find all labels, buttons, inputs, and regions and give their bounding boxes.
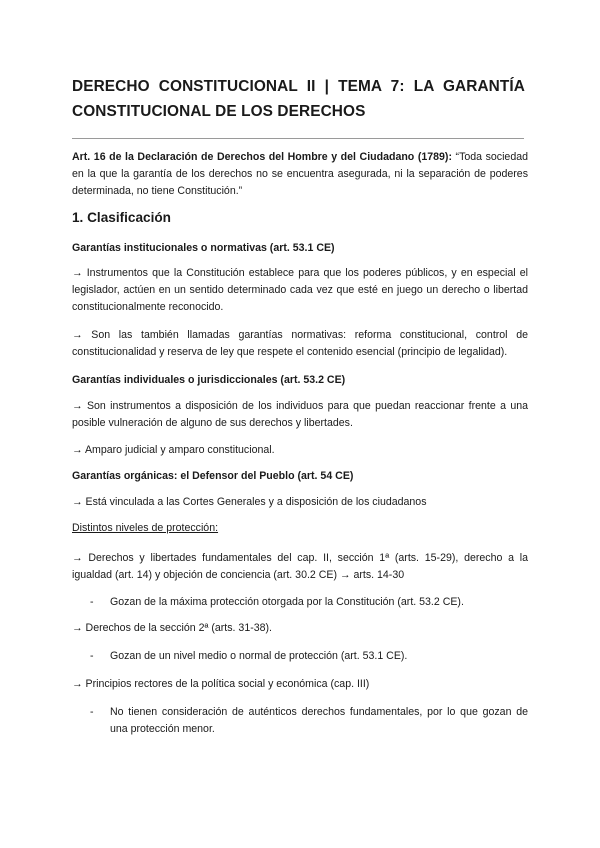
individuales-paragraph-2: → Amparo judicial y amparo constitucional. xyxy=(72,444,275,456)
institucionales-paragraph-1: → Instrumentos que la Constitución establece para que los poderes públicos, y en especial el legislador, actúen en un sentido determinado cada vez que esté en juego un derecho o libertad constitucionalmente reconocido. xyxy=(72,267,528,313)
list-item xyxy=(90,648,528,665)
heading-organicas: Garantías orgánicas: el Defensor del Pueblo (art. 54 CE) xyxy=(72,470,354,482)
niveles-paragraph-3: → Principios rectores de la política social y económica (cap. III) xyxy=(72,678,370,690)
niveles-bullet-1: Gozan de la máxima protección otorgada por la Constitución (art. 53.2 CE). xyxy=(110,596,464,608)
document-title: DERECHO CONSTITUCIONAL II | TEMA 7: LA GARANTÍA CONSTITUCIONAL DE LOS DERECHOS xyxy=(72,78,525,120)
organicas-paragraph-1: → Está vinculada a las Cortes Generales y a disposición de los ciudadanos xyxy=(72,496,427,508)
list-item xyxy=(90,704,528,738)
intro-text: “Toda sociedad en la que la garantía de los derechos no se encuentra asegurada, ni la separación de poderes determinada, no tiene Constitución.” xyxy=(72,151,528,197)
individuales-paragraph-1: → Son instrumentos a disposición de los individuos para que puedan reaccionar frente a una posible vulneración de alguno de sus derechos y libertades. xyxy=(72,400,528,429)
institucionales-paragraph-2: → Son las también llamadas garantías normativas: reforma constitucional, control de constitucionalidad y reserva de ley que respete el contenido esencial (principio de legalidad). xyxy=(72,329,528,358)
heading-institucionales: Garantías institucionales o normativas (art. 53.1 CE) xyxy=(72,242,335,254)
section-heading-clasificacion: 1. Clasificación xyxy=(72,210,171,225)
niveles-paragraph-1: → Derechos y libertades fundamentales del cap. II, sección 1ª (arts. 15-29), derecho a la igualdad (art. 14) y objeción de conciencia (art. 30.2 CE) → arts. 14-30 xyxy=(72,552,528,581)
intro-quote xyxy=(72,149,528,200)
niveles-paragraph-2: → Derechos de la sección 2ª (arts. 31-38). xyxy=(72,622,272,634)
list-dash: - xyxy=(90,706,94,718)
heading-niveles: Distintos niveles de protección: xyxy=(72,522,219,534)
list-dash: - xyxy=(90,596,94,608)
heading-individuales: Garantías individuales o jurisdiccionales (art. 53.2 CE) xyxy=(72,374,346,386)
intro-citation: Art. 16 de la Declaración de Derechos del Hombre y del Ciudadano (1789): xyxy=(72,151,452,163)
niveles-bullet-2: Gozan de un nivel medio o normal de protección (art. 53.1 CE). xyxy=(110,650,408,662)
niveles-bullet-3: No tienen consideración de auténticos derechos fundamentales, por lo que gozan de una protección menor. xyxy=(110,706,528,735)
list-item xyxy=(90,594,528,611)
title-divider xyxy=(72,138,524,139)
list-dash: - xyxy=(90,650,94,662)
